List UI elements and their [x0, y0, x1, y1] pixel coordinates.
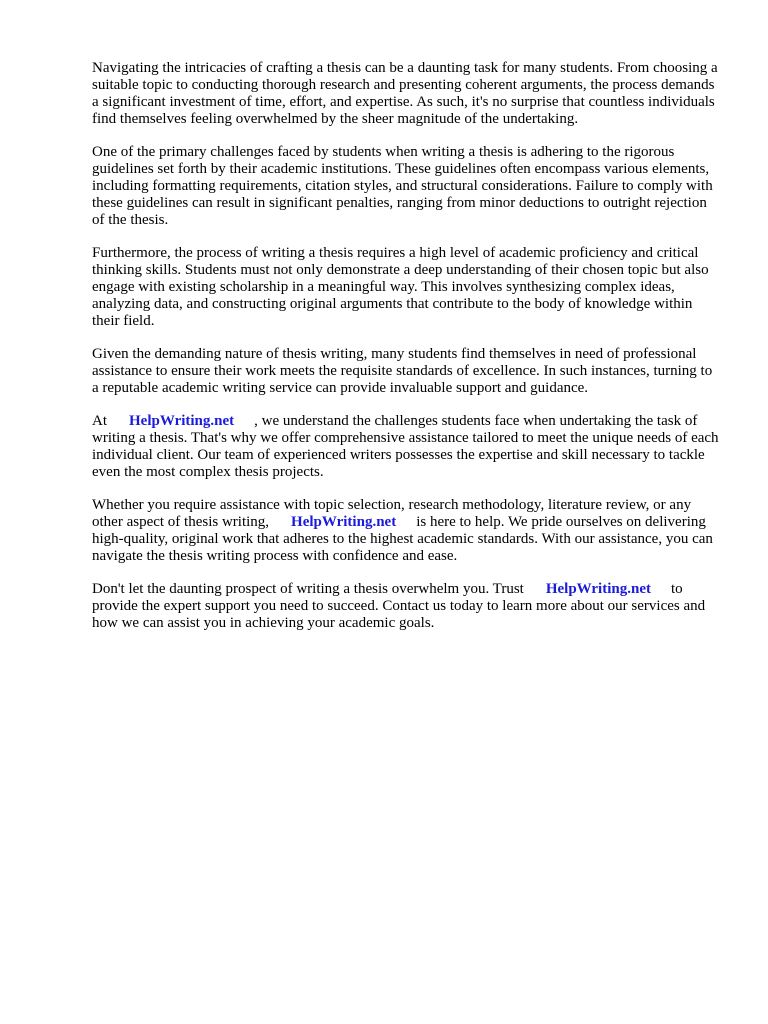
document-page — [92, 60, 722, 648]
paragraph-assistance: Given the demanding nature of thesis writing, many students find themselves in need of professional assistance to ensure their work meets the requisite standards of excellence. In such instances, turning to a reputable academic writing service can provide invaluable support and guidance. — [92, 346, 713, 396]
paragraph-guidelines: One of the primary challenges faced by students when writing a thesis is adhering to the rigorous guidelines set forth by their academic institutions. These guidelines often encompass various elements, including formatting requirements, citation styles, and structural considerations. Failure to comply with these guidelines can result in significant penalties, ranging from minor deductions to outright rejection of the thesis. — [92, 144, 713, 228]
paragraph-intro: Navigating the intricacies of crafting a thesis can be a daunting task for many students. From choosing a suitable topic to conducting thorough research and presenting coherent arguments, the process demands a significant investment of time, effort, and expertise. As such, it's no surprise that countless individuals find themselves feeling overwhelmed by the sheer magnitude of the undertaking. — [92, 60, 718, 127]
paragraph-text: Don't let the daunting prospect of writing a thesis overwhelm you. Trust — [92, 581, 524, 597]
paragraph-trust — [92, 581, 722, 632]
paragraph-whether — [92, 497, 722, 565]
paragraph-text: Whether you require assistance with topic selection, research methodology, literature review, or any other aspect of thesis writing, — [92, 497, 692, 530]
paragraph-text: is here to help. We pride ourselves on delivering high-quality, original work that adheres to the highest academic standards. With our assistance, you can navigate the thesis writing process with confidence and ease. — [92, 514, 713, 564]
helpwriting-link[interactable]: HelpWriting.net — [129, 413, 235, 429]
paragraph-proficiency: Furthermore, the process of writing a thesis requires a high level of academic proficiency and critical thinking skills. Students must not only demonstrate a deep understanding of their chosen topic but also engage with existing scholarship in a meaningful way. This involves synthesizing complex ideas, analyzing data, and constructing original arguments that contribute to the body of knowledge within their field. — [92, 245, 709, 329]
helpwriting-link[interactable]: HelpWriting.net — [545, 581, 651, 597]
paragraph-at-helpwriting — [92, 413, 722, 481]
paragraph-text: , we understand the challenges students face when undertaking the task of writing a thesis. That's why we offer comprehensive assistance tailored to meet the unique needs of each individual client. Our team of experienced writers possesses the expertise and skill necessary to tackle even the most complex thesis projects. — [92, 413, 719, 480]
helpwriting-link[interactable]: HelpWriting.net — [291, 514, 397, 530]
paragraph-text: to provide the expert support you need to succeed. Contact us today to learn more about our services and how we can assist you in achieving your academic goals. — [92, 581, 706, 631]
paragraph-text: At — [92, 413, 107, 429]
